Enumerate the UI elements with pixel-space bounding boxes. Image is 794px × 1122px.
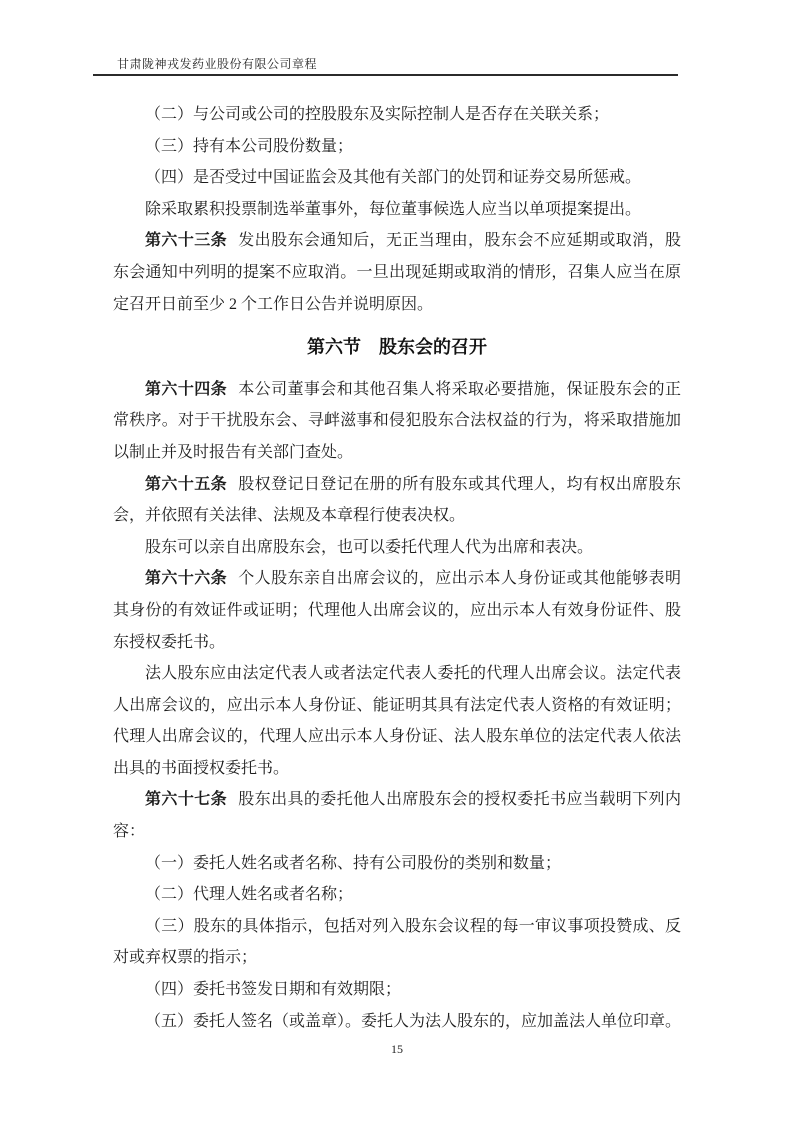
article-paragraph — [113, 225, 681, 320]
article-number-label: 第六十四条 — [145, 380, 228, 398]
document-body — [113, 99, 681, 1037]
page-number: 15 — [391, 1042, 403, 1056]
list-item-paragraph: （二）代理人姓名或者名称； — [145, 886, 354, 904]
article-number-label: 第六十三条 — [145, 232, 228, 250]
article-text: 本公司董事会和其他召集人将采取必要措施，保证股东会的正常秩序。对于干扰股东会、寻衅滋事和侵犯股东合法权益的行为，将采取措施加以制止并及时报告有关部门查处。 — [113, 380, 681, 461]
article-paragraph — [113, 784, 681, 847]
section-heading: 第六节 股东会的召开 — [307, 337, 487, 358]
article-number-label: 第六十七条 — [145, 791, 228, 809]
article-text: 发出股东会通知后，无正当理由，股东会不应延期或取消，股东会通知中列明的提案不应取消。一旦出现延期或取消的情形，召集人应当在原定召开日前至少 2 个工作日公告并说明原因。 — [113, 232, 681, 313]
body-paragraph: 法人股东应由法定代表人或者法定代表人委托的代理人出席会议。法定代表人出席会议的，应出示本人身份证、能证明其具有法定代表人资格的有效证明；代理人出席会议的，代理人应出示本人身份证、法人股东单位的法定代表人依法出具的书面授权委托书。 — [113, 665, 681, 777]
article-text: 股东出具的委托他人出席股东会的授权委托书应当载明下列内容： — [113, 791, 681, 841]
article-paragraph — [113, 563, 681, 658]
article-number-label: 第六十五条 — [145, 475, 228, 493]
article-text: 个人股东亲自出席会议的，应出示本人身份证或其他能够表明其身份的有效证件或证明；代理他人出席会议的，应出示本人有效身份证件、股东授权委托书。 — [113, 570, 681, 651]
article-paragraph — [113, 469, 681, 532]
list-item-paragraph: （三）股东的具体指示，包括对列入股东会议程的每一审议事项投赞成、反对或弃权票的指示； — [113, 917, 681, 967]
article-number-label: 第六十六条 — [145, 570, 228, 588]
list-item-paragraph: （一）委托人姓名或者名称、持有公司股份的类别和数量； — [145, 854, 562, 872]
body-paragraph: 股东可以亲自出席股东会，也可以委托代理人代为出席和表决。 — [145, 538, 594, 556]
header-rule — [93, 74, 678, 76]
article-text: 股权登记日登记在册的所有股东或其代理人，均有权出席股东会，并依照有关法律、法规及本章程行使表决权。 — [113, 475, 681, 525]
list-item-paragraph: （五）委托人签名（或盖章）。委托人为法人股东的，应加盖法人单位印章。 — [145, 1012, 682, 1030]
list-item-paragraph: （四）委托书签发日期和有效期限； — [145, 981, 402, 999]
list-item-paragraph: （四）是否受过中国证监会及其他有关部门的处罚和证券交易所惩戒。 — [145, 169, 642, 187]
header-title: 甘肃陇神戎发药业股份有限公司章程 — [117, 57, 318, 71]
article-paragraph — [113, 374, 681, 469]
page-footer — [0, 1040, 794, 1058]
list-item-paragraph: （二）与公司或公司的控股股东及实际控制人是否存在关联关系； — [145, 106, 610, 123]
list-item-paragraph: （三）持有本公司股份数量； — [145, 137, 354, 155]
body-paragraph: 除采取累积投票制选举董事外，每位董事候选人应当以单项提案提出。 — [145, 200, 642, 218]
